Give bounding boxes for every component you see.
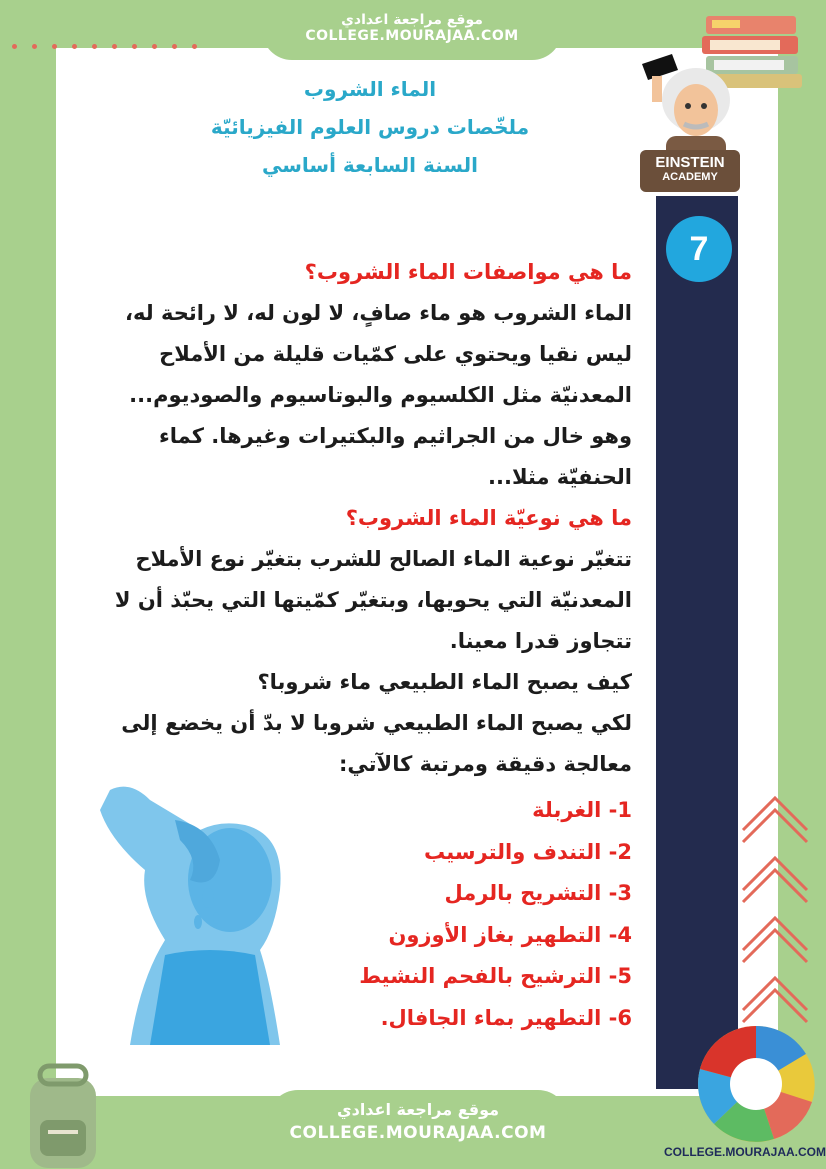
list-item: 4- التطهير بغاز الأوزون: [388, 922, 632, 947]
answer-1: الماء الشروب هو ماء صافٍ، لا لون له، لا رائحة له، ليس نقيا ويحتوي على كمّيات قليلة من الأملاح المعدنيّة مثل الكلسيوم والبوتاسيوم والصوديوم... وهو خال من الجراثيم والبكتيرات وغيرها. كماء الحنفيّة مثلا...: [125, 301, 632, 489]
list-item: 5- الترشيح بالفحم النشيط: [359, 964, 632, 988]
header-site-url[interactable]: COLLEGE.MOURAJAA.COM: [305, 28, 519, 44]
title-line-2: ملخّصات دروس العلوم الفيزيائيّة: [210, 115, 530, 139]
answer-2: تتغيّر نوعية الماء الصالح للشرب بتغيّر نوع الأملاح المعدنيّة التي يحويها، وبتغيّر كمّيتها التي يحبّذ أن لا تتجاوز قدرا معينا.: [114, 547, 632, 653]
logo-line-2: ACADEMY: [662, 171, 718, 183]
backpack-icon: [8, 1060, 118, 1169]
corner-site-url[interactable]: COLLEGE.MOURAJAA.COM: [664, 1145, 826, 1159]
chevrons-icon: [735, 790, 815, 1050]
list-item: 2- التندف والترسيب: [424, 839, 632, 864]
page-title: [180, 70, 560, 184]
question-1: ما هي مواصفات الماء الشروب؟: [304, 260, 632, 284]
logo-line-1: EINSTEIN: [655, 154, 725, 171]
footer-site-url[interactable]: COLLEGE.MOURAJAA.COM: [289, 1123, 547, 1143]
header-site-name: موقع مراجعة اعدادي: [341, 12, 483, 28]
question-3: كيف يصبح الماء الطبيعي ماء شروبا؟: [257, 670, 632, 694]
question-2: ما هي نوعيّة الماء الشروب؟: [345, 506, 632, 530]
lesson-content: [90, 252, 632, 785]
decorative-dots: [0, 38, 200, 58]
footer-site-name: موقع مراجعة اعدادي: [336, 1100, 500, 1119]
side-bar: [656, 196, 738, 1089]
treatment-steps: [300, 790, 632, 1039]
list-item: 3- التشريح بالرمل: [444, 881, 632, 905]
subjects-wheel-icon: [696, 1024, 816, 1144]
drinking-person-icon: [70, 780, 310, 1045]
page-number-badge: 7: [666, 216, 732, 282]
title-line-1: الماء الشروب: [303, 77, 437, 101]
list-item: 6- التطهير بماء الجافال.: [380, 1005, 632, 1030]
footer-pill: [268, 1090, 568, 1169]
list-item: 1- الغربلة: [532, 798, 632, 822]
answer-3: لكي يصبح الماء الطبيعي شروبا لا بدّ أن يخضع إلى معالجة دقيقة ومرتبة كالآتي:: [121, 711, 632, 776]
einstein-academy-logo: [640, 150, 740, 192]
title-line-3: السنة السابعة أساسي: [261, 153, 479, 177]
header-pill: [262, 0, 562, 60]
